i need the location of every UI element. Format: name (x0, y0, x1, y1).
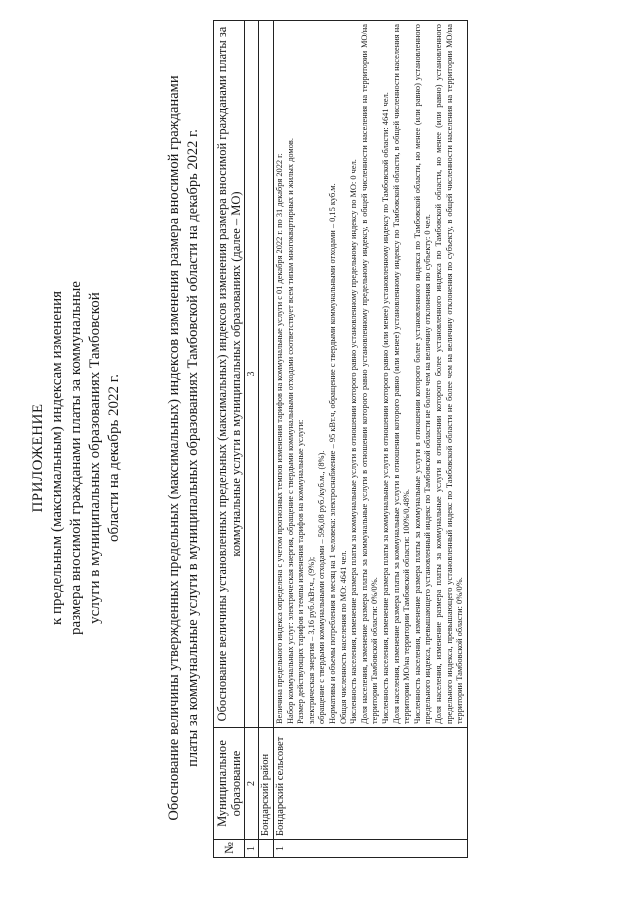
justification-paragraph: Численность населения, изменение размера платы за коммунальные услуги в отношении которого равно установленному предельному индексу по МО: 0 чел. (349, 159, 359, 724)
justification-paragraph: Численность населения, изменение размера платы за коммунальные услуги в отношении которого более установленного индекса по Тамбовской области, но менее (или равно) установленного предельного индекса, превышающего установленный индекс по Тамбовской области не более чем на величину отклонения по субъекту: 0 чел. (412, 24, 433, 724)
appendix-heading: ПРИЛОЖЕНИЕ (30, 403, 46, 513)
document-page (15, 24, 625, 888)
title-line: платы за коммунальные услуги в муниципальных образованиях Тамбовской области на декабрь 2022 г. (185, 129, 201, 767)
appendix-line: размера вносимой гражданами платы за коммунальные (68, 281, 84, 635)
justification-cell (274, 21, 468, 728)
column-number-row (245, 21, 259, 858)
mo-name: Бондарский сельсовет (274, 728, 468, 840)
justification-table (213, 20, 468, 858)
justification-paragraph: Нормативы и объемы потребления в месяц на 1 человека: электроснабжение – 95 кВт.ч, обращение с твердыми коммунальными отходами – 0,15 куб.м. (327, 183, 337, 724)
column-number: 2 (245, 728, 259, 840)
table-header-row (214, 21, 245, 858)
justification-paragraph: обращение с твердыми коммунальными отходами – 596,08 руб./куб.м., (8%). (317, 450, 327, 724)
appendix-line: области на декабрь 2022 г. (106, 373, 122, 543)
justification-paragraph: Общая численность населения по МО: 4641 чел. (338, 550, 348, 724)
justification-paragraph: Набор коммунальных услуг: электрическая энергия, обращение с твердыми коммунальными отходами соответствует всем типам многоквартирных и жилых домов. (285, 138, 295, 724)
row-number: 1 (274, 840, 468, 858)
justification-paragraph: Доля населения, изменение размера платы за коммунальные услуги в отношении которого равно (или менее) установленному индексу по Тамбовской области, в общей численности населения на территории МО/на территории Тамбовской области: 100%/0,48%. (391, 24, 412, 724)
column-number: 3 (245, 21, 259, 728)
table-row (274, 21, 468, 858)
district-row (259, 21, 274, 858)
justification-paragraph: Доля населения, изменение размера платы за коммунальные услуги в отношении которого более установленного индекса по Тамбовской области, но менее (или равно) установленного предельного индекса, превышающего установленный индекс по Тамбовской области не более чем на величину отклонения по субъекту, в общей численности населения на территории МО/на территории Тамбовской области: 0%/0%. (433, 24, 465, 724)
column-number: 1 (245, 840, 259, 858)
justification-paragraph: Численность населения, изменение размера платы за коммунальные услуги в отношении которого равно (или менее) установленному индексу по Тамбовской области: 4641 чел. (380, 92, 390, 724)
document-title (165, 28, 203, 868)
appendix-header (29, 248, 124, 668)
justification-paragraph: Доля населения, изменение размера платы за коммунальные услуги в отношении которого равно установленному предельному индексу, в общей численности населения на территории МО/на территории Тамбовской области: 0%/0%. (359, 24, 380, 724)
appendix-line: к предельным (максимальным) индексам изменения (49, 291, 65, 626)
justification-paragraph: Размер действующих тарифов и темпы изменения тарифов на коммунальные услуги: (296, 419, 306, 724)
title-line: Обоснование величины утвержденных предельных (максимальных) индексов изменения размера вносимой гражданами (166, 75, 182, 821)
header-justification: Обоснование величины установленных предельных (максимальных) индексов изменения размера вносимой гражданами платы за коммунальные услуги в муниципальных образованиях (далее – МО) (214, 21, 245, 728)
justification-paragraph: Величина предельного индекса определена с учетом прогнозных темпов изменения тарифов на коммунальные услуги с 01 декабря 2022 г. по 31 декабря 2022 г. (275, 153, 284, 724)
justification-paragraph: электрическая энергия – 3,16 руб./кВт.ч., (9%); (306, 556, 316, 724)
header-num: № (214, 840, 245, 858)
district-name: Бондарский район (259, 728, 274, 840)
appendix-line: услуги в муниципальных образованиях Тамбовской (87, 292, 103, 624)
header-mo: Муниципальное образование (214, 728, 245, 840)
